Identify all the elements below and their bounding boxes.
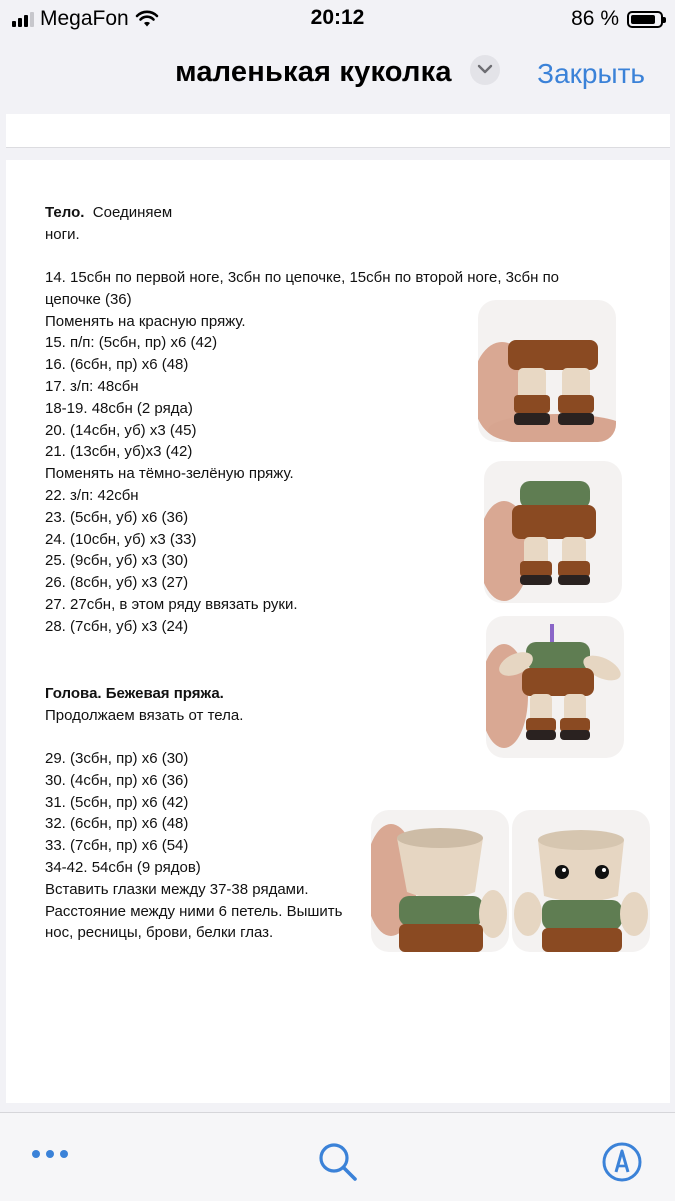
photo-legs-brown [478, 300, 616, 442]
document-page [6, 160, 670, 1103]
battery-icon [627, 11, 663, 28]
body-heading: Тело. [45, 204, 85, 221]
pattern-line: 34-42. 54сбн (9 рядов) [45, 858, 201, 876]
pattern-line: нос, ресницы, брови, белки глаз. [45, 924, 274, 942]
navigation-bar [0, 40, 675, 114]
pattern-line: Поменять на тёмно-зелёную пряжу. [45, 465, 294, 483]
pattern-line: 15. п/п: (5сбн, пр) х6 (42) [45, 334, 218, 352]
search-icon[interactable] [317, 1141, 359, 1188]
document-title-text: маленькая куколка [175, 56, 452, 88]
battery-percent: 86 % [571, 7, 619, 30]
status-time: 20:12 [310, 6, 365, 29]
status-right [571, 7, 663, 31]
photo-head-eyes [512, 810, 650, 952]
pattern-line: 23. (5сбн, уб) х6 (36) [45, 508, 189, 526]
pattern-line: 29. (3сбн, пр) х6 (30) [45, 750, 189, 767]
pattern-line: цепочке (36) [45, 290, 132, 308]
close-button[interactable]: Закрыть [537, 58, 645, 89]
previous-page [6, 114, 670, 148]
pattern-line: 26. (8сбн, уб) х3 (27) [45, 574, 189, 592]
head-heading: Голова. Бежевая пряжа. [45, 685, 224, 702]
pattern-line: Вставить глазки между 37-38 рядами. [45, 880, 309, 898]
pattern-line: 22. з/п: 42сбн [45, 486, 139, 504]
status-bar [0, 0, 675, 38]
bottom-toolbar [0, 1112, 675, 1201]
pattern-line: 20. (14сбн, уб) х3 (45) [45, 421, 197, 439]
head-intro: Продолжаем вязать от тела. [45, 706, 244, 724]
pattern-line: 18-19. 48сбн (2 ряда) [45, 399, 193, 417]
pattern-line: 28. (7сбн, уб) х3 (24) [45, 617, 189, 635]
pattern-line: 21. (13сбн, уб)х3 (42) [45, 443, 193, 461]
pattern-line: 32. (6сбн, пр) х6 (48) [45, 815, 189, 833]
body-intro-2: ноги. [45, 225, 80, 243]
more-icon[interactable] [30, 1147, 70, 1165]
pattern-line: 25. (9сбн, уб) х3 (30) [45, 552, 189, 570]
pattern-line: 14. 15сбн по первой ноге, 3сбн по цепочке, 15сбн по второй ноге, 3сбн по [45, 269, 560, 286]
pattern-line: 16. (6сбн, пр) х6 (48) [45, 356, 189, 374]
body-intro-1: Соединяем [92, 204, 173, 221]
chevron-down-icon[interactable] [470, 55, 500, 85]
head-rows [45, 748, 342, 944]
pattern-line: 33. (7сбн, пр) х6 (54) [45, 837, 189, 855]
carrier-name: MegaFon [40, 7, 129, 30]
pattern-line: 31. (5сбн, пр) х6 (42) [45, 793, 189, 811]
pattern-line: 24. (10сбн, уб) х3 (33) [45, 530, 197, 548]
pattern-line: Поменять на красную пряжу. [45, 312, 246, 330]
photo-body-green [484, 461, 622, 603]
pattern-line: 27. 27сбн, в этом ряду ввязать руки. [45, 595, 298, 613]
pattern-line: 17. з/п: 48сбн [45, 377, 139, 395]
photo-head-open [371, 810, 509, 952]
head-section-heading [45, 683, 243, 727]
photo-body-arms [486, 616, 624, 758]
body-section-heading [45, 202, 172, 246]
markup-icon[interactable] [601, 1141, 643, 1188]
pattern-line: 30. (4сбн, пр) х6 (36) [45, 771, 189, 789]
pattern-line: Расстояние между ними 6 петель. Вышить [45, 902, 343, 920]
